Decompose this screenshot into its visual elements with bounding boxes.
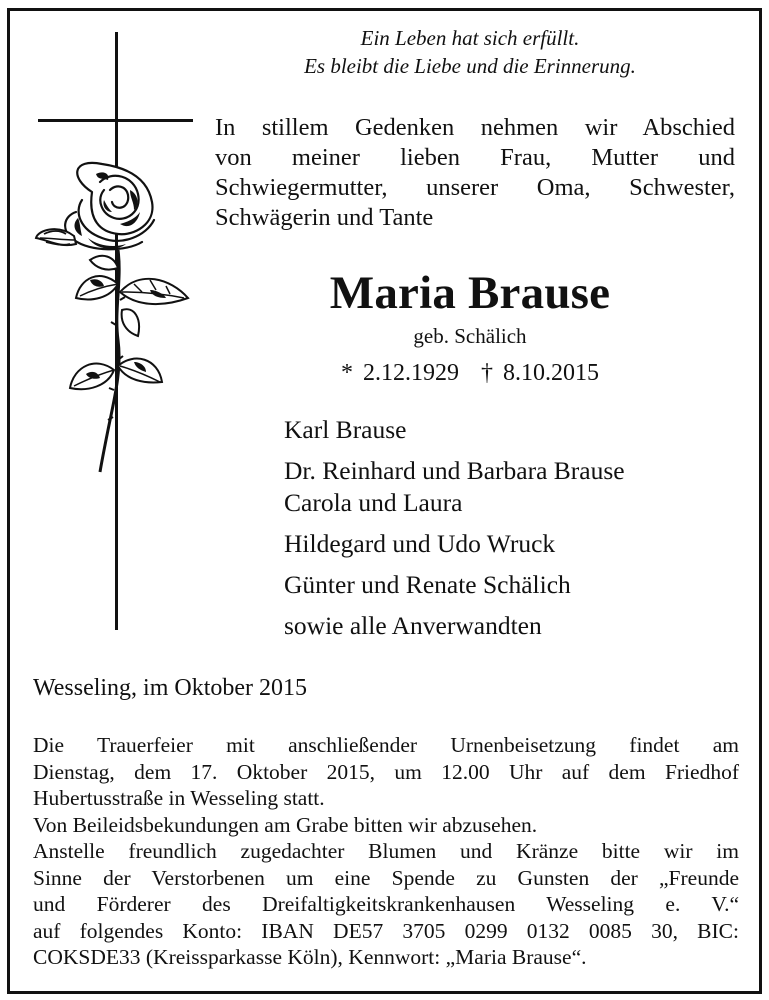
life-dates (260, 358, 680, 388)
place-date: Wesseling, im Oktober 2015 (33, 675, 308, 701)
mourner-item: Dr. Reinhard und Barbara Brause (284, 456, 625, 485)
mourner-item: sowie alle Anverwandten (284, 611, 542, 640)
intro-line-3: Schwiegermutter, unserer Oma, Schwester, (215, 174, 735, 201)
notice-line-3: Hubertusstraße in Wesseling statt. (33, 786, 325, 810)
notice-line-8: auf folgendes Konto: IBAN DE57 3705 0299 0132 0085 30, BIC: (33, 918, 739, 943)
notice-line-9: COKSDE33 (Kreissparkasse Köln), Kennwort: „Maria Brause“. (33, 945, 587, 969)
cross-arm (38, 119, 193, 122)
intro-line-1: In stillem Gedenken nehmen wir Abschied (215, 114, 735, 141)
notice-line-2: Dienstag, dem 17. Oktober 2015, um 12.00 Uhr auf dem Friedhof (33, 759, 739, 784)
death-date: † 8.10.2015 (481, 360, 599, 386)
intro-line-4: Schwägerin und Tante (215, 204, 434, 231)
mourner-item: Karl Brause (284, 415, 407, 444)
motto-line-1: Ein Leben hat sich erfüllt. (360, 26, 580, 50)
rose-icon (30, 160, 200, 480)
notice-line-1: Die Trauerfeier mit anschließender Urnenbeisetzung findet am (33, 733, 739, 757)
intro-line-2: von meiner lieben Frau, Mutter und (215, 144, 735, 171)
birth-name: geb. Schälich (413, 324, 527, 348)
mourner-item: Günter und Renate Schälich (284, 570, 571, 599)
motto-line-2: Es bleibt die Liebe und die Erinnerung. (304, 54, 636, 78)
funeral-notice (33, 732, 739, 971)
notice-line-5: Anstelle freundlich zugedachter Blumen und Kränze bitte wir im (33, 839, 739, 863)
notice-line-4: Von Beileidsbekundungen am Grabe bitten wir abzusehen. (33, 812, 538, 837)
mourner-item: Carola und Laura (284, 488, 463, 517)
mourner-item: Hildegard und Udo Wruck (284, 529, 556, 558)
mourners-list (284, 414, 744, 642)
deceased-name: Maria Brause (329, 267, 611, 319)
notice-line-6: Sinne der Verstorbenen um eine Spende zu Gunsten der „Freunde (33, 865, 739, 890)
intro-text (215, 113, 735, 233)
motto (200, 24, 740, 80)
notice-line-7: und Förderer des Dreifaltigkeitskrankenhausen Wesseling e. V.“ (33, 892, 739, 916)
birth-date: * 2.12.1929 (341, 360, 459, 386)
